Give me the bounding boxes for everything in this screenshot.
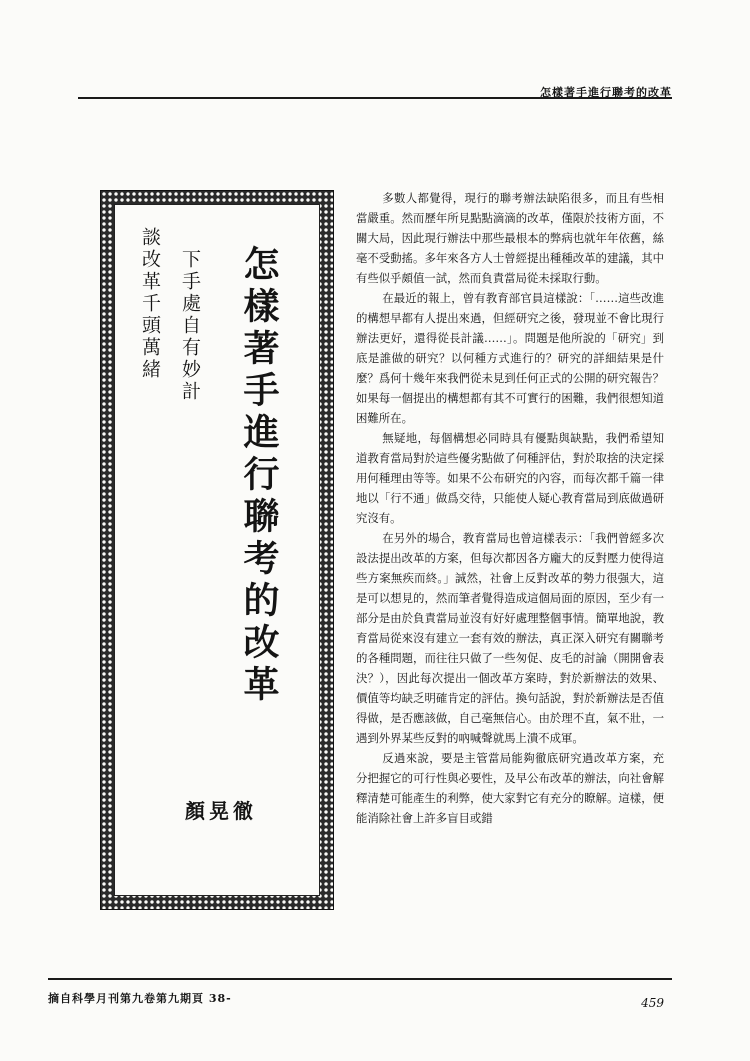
paragraph: 在另外的場合，教育當局也曾這樣表示：「我們曾經多次設法提出改革的方案，但每次都因各方龐大的反對壓力使得這些方案無疾而終。」誠然，社會上反對改革的勢力很强大，這是可以想見的，然而筆者覺得造成這個局面的原因，至少有一部分是由於負責當局並沒有好好處理整個事情。簡單地說，教育當局從來沒有建立一套有效的辦法，真正深入研究有關聯考的各種問題，而往往只做了一些匆促、皮毛的討論（開開會表決？），因此每次提出一個改革方案時，對於新辦法的效果、價值等均缺乏明確肯定的評估。換句話說，對於新辦法是否值得做，是否應該做，自己毫無信心。由於理不直，氣不壯，一遇到外界某些反對的吶喊聲就馬上潰不成軍。 [356, 531, 664, 745]
source-citation: 摘自科學月刊第九卷第九期頁 38- [48, 992, 232, 1005]
bottom-rule [48, 978, 672, 980]
article-subtitle-2: 談改革千頭萬緒 [139, 227, 161, 381]
paragraph: 反過來說，要是主管當局能夠徹底研究過改革方案，充分把握它的可行性與必要性，及早公布改革的辦法，向社會解釋清楚可能產生的利弊，使大家對它有充分的瞭解。這樣，便能消除社會上許多盲目或錯 [356, 751, 664, 825]
paragraph: 無疑地，每個構想必同時具有優點與缺點，我們希望知道教育當局對於這些優劣點做了何種評估，對於取捨的決定採用何種理由等等。如果不公布研究的內容，而每次都千篇一律地以「行不通」做爲交待，只能使人疑心教育當局到底做過研究沒有。 [356, 431, 664, 525]
article-title: 怎樣著手進行聯考的改革 [238, 245, 280, 707]
running-header: 怎樣著手進行聯考的改革 [540, 86, 672, 99]
author-name: 顏晃徹 [185, 799, 257, 823]
article-body [356, 188, 664, 828]
article-subtitle-1: 下手處自有妙計 [179, 249, 201, 403]
page-number: 459 [641, 996, 664, 1010]
paragraph: 多數人都覺得，現行的聯考辦法缺陷很多，而且有些相當嚴重。然而歷年所見點點滴滴的改革，僅限於技術方面，不關大局，因此現行辦法中那些最根本的弊病也就年年依舊，絲毫不受動搖。多年來各方人士曾經提出種種改革的建議，其中有些似乎頗值一試，然而負責當局從未採取行動。 [356, 191, 664, 285]
top-rule [78, 97, 672, 99]
title-box [100, 190, 334, 910]
title-box-inner [114, 204, 320, 896]
paragraph: 在最近的報上，曾有教育部官員這樣說：「……這些改進的構想早都有人提出來過，但經研究之後，發現並不會比現行辦法更好，還得從長計議……」。問題是他所說的「研究」到底是誰做的研究？以何種方式進行的？研究的詳細結果是什麼？爲何十幾年來我們從未見到任何正式的公開的研究報告？如果每一個提出的構想都有其不可實行的困難，我們很想知道困難所在。 [356, 291, 664, 425]
